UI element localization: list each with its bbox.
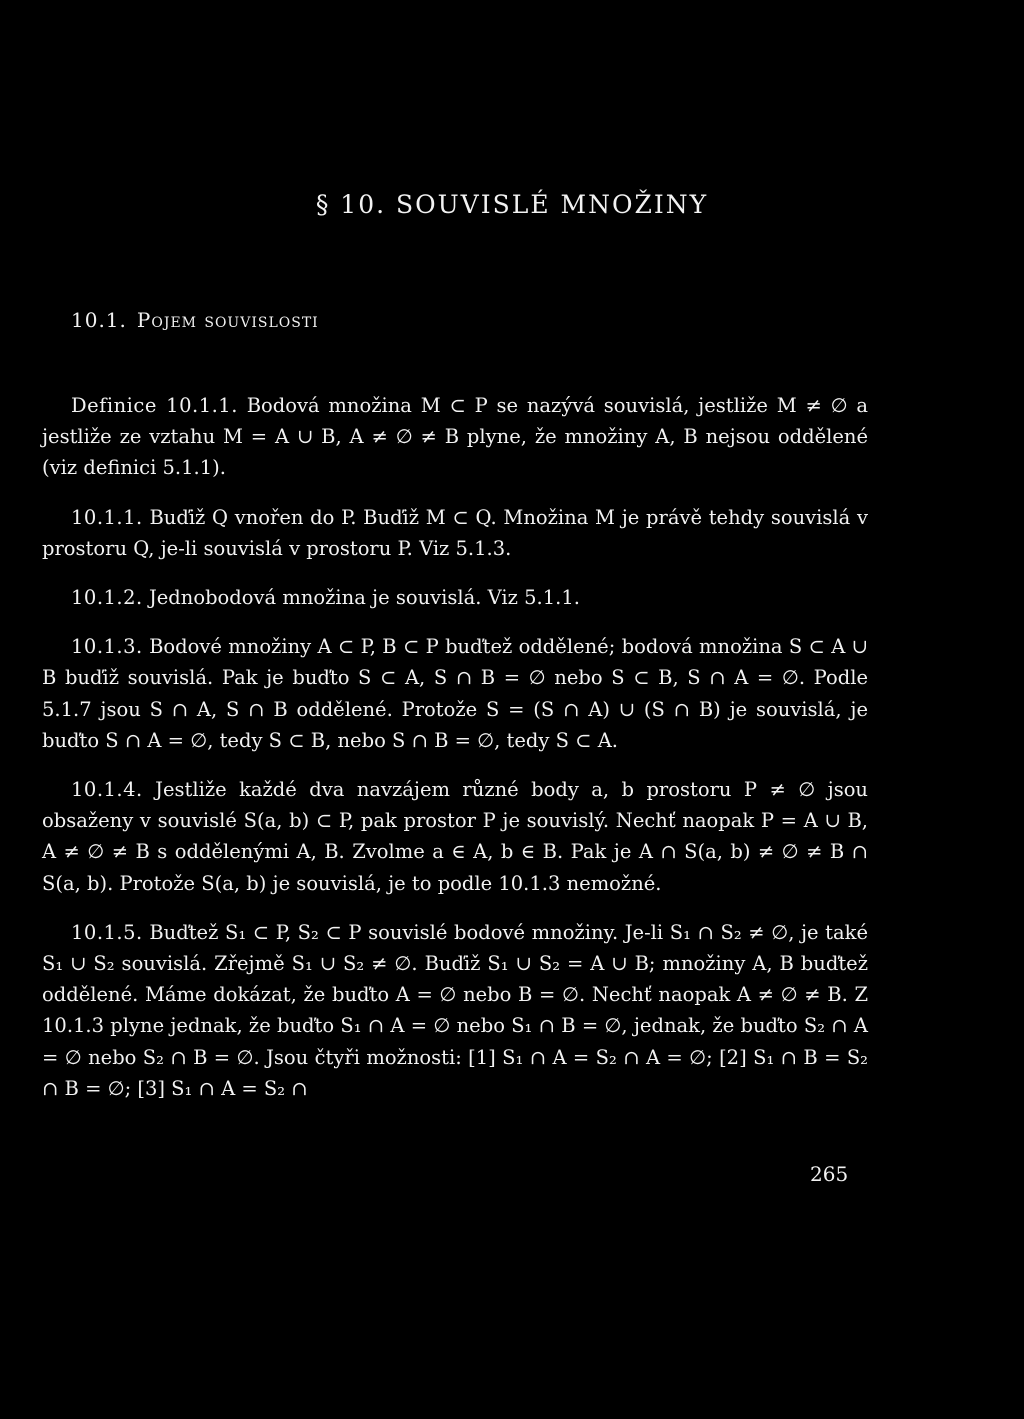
chapter-title: § 10. SOUVISLÉ MNOŽINY	[315, 190, 709, 219]
paragraph-text: Buďtež S₁ ⊂ P, S₂ ⊂ P souvislé bodové množiny. Je-li S₁ ∩ S₂ ≠ ∅, je také S₁ ∪ S₂ souvislá. Zřejmě S₁ ∪ S₂ ≠ ∅. Buďiž S₁ ∪ S₂ = A ∪ B; množiny A, B buďtež oddělené. Máme dokázat, že buďto A = ∅ nebo B = ∅. Nechť naopak A ≠ ∅ ≠ B. Z 10.1.3 plyne jednak, že buďto S₁ ∩ A = ∅ nebo S₁ ∩ B = ∅, jednak, že buďto S₂ ∩ A = ∅ nebo S₂ ∩ B = ∅. Jsou čtyři možnosti: [1] S₁ ∩ A = S₂ ∩ A = ∅; [2] S₁ ∩ B = S₂ ∩ B = ∅; [3] S₁ ∩ A = S₂ ∩	[42, 920, 868, 1100]
paragraph-10-1-2	[42, 582, 868, 613]
paragraph-10-1-4	[42, 774, 868, 899]
paragraph-lead: 10.1.4.	[71, 778, 143, 802]
paragraph-10-1-3	[42, 631, 868, 756]
paragraph-text: Jednobodová množina je souvislá. Viz 5.1.1.	[148, 586, 580, 610]
paragraph-text: Bodové množiny A ⊂ P, B ⊂ P buďtež oddělené; bodová množina S ⊂ A ∪ B buďiž souvislá. Pak je buďto S ⊂ A, S ∩ B = ∅ nebo S ⊂ B, S ∩ A = ∅. Podle 5.1.7 jsou S ∩ A, S ∩ B oddělené. Protože S = (S ∩ A) ∪ (S ∩ B) je souvislá, je buďto S ∩ A = ∅, tedy S ⊂ B, nebo S ∩ B = ∅, tedy S ⊂ A.	[42, 635, 868, 752]
paragraph-lead: Definice 10.1.1.	[71, 394, 238, 417]
section-heading	[71, 308, 319, 332]
paragraph-text: Jestliže každé dva navzájem různé body a, b prostoru P ≠ ∅ jsou obsaženy v souvislé S(a, b) ⊂ P, pak prostor P je souvislý. Nechť naopak P = A ∪ B, A ≠ ∅ ≠ B s oddělenými A, B. Zvolme a ∈ A, b ∈ B. Pak je A ∩ S(a, b) ≠ ∅ ≠ B ∩ S(a, b). Protože S(a, b) je souvislá, je to podle 10.1.3 nemožné.	[42, 778, 868, 895]
page-number: 265	[810, 1162, 849, 1186]
paragraph-lead: 10.1.5.	[71, 920, 143, 944]
paragraph-10-1-5	[42, 917, 868, 1104]
section-number: 10.1.	[71, 308, 127, 332]
paragraph-lead: 10.1.3.	[71, 635, 143, 659]
body-text	[42, 390, 868, 1122]
paragraph-lead: 10.1.2.	[71, 586, 143, 610]
definition-10-1-1	[42, 390, 868, 484]
section-title: Pojem souvislosti	[136, 308, 319, 332]
paragraph-10-1-1	[42, 502, 868, 564]
paragraph-text: Buďiž Q vnořen do P. Buďiž M ⊂ Q. Množina M je právě tehdy souvislá v prostoru Q, je-li souvislá v prostoru P. Viz 5.1.3.	[42, 505, 869, 560]
paragraph-text: Bodová množina M ⊂ P se nazývá souvislá, jestliže M ≠ ∅ a jestliže ze vztahu M = A ∪ B, A ≠ ∅ ≠ B plyne, že množiny A, B nejsou oddělené (viz definici 5.1.1).	[42, 394, 868, 480]
paragraph-lead: 10.1.1.	[71, 505, 143, 529]
